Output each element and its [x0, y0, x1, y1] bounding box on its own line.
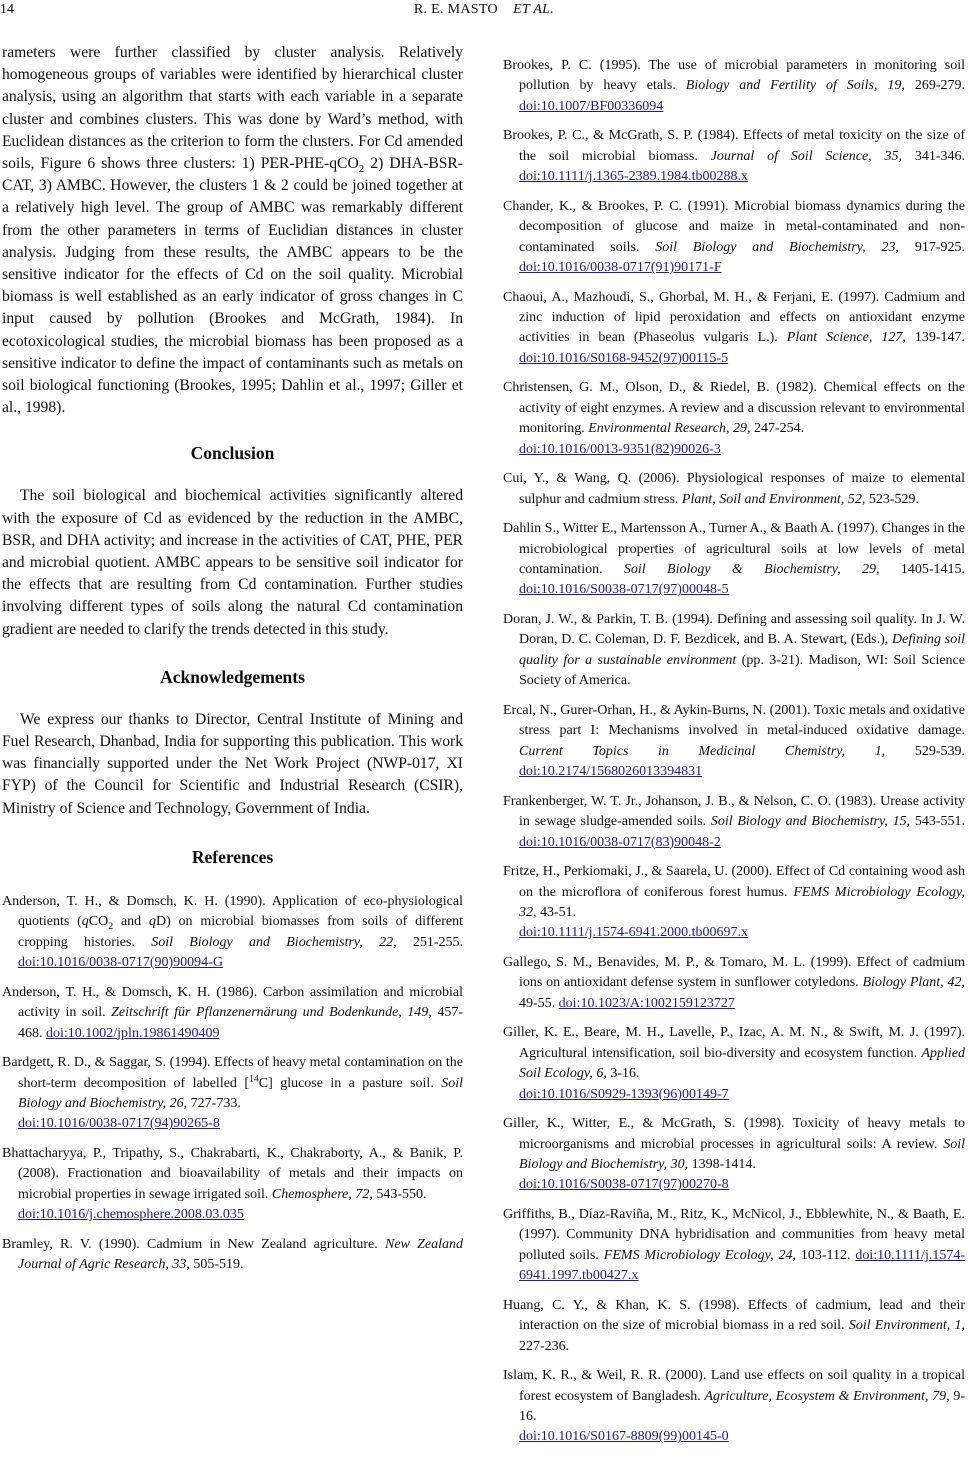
reference-journal: Biology and Fertility of Soils, 19,	[685, 78, 905, 94]
reference-entry: Giller, K., Witter, E., & McGrath, S. (1998). Toxicity of heavy metals to microorganisms and microbial processes in agricultural soils: A review. Soil Biology and Biochemistry, 30, 1398-1414. doi:10.1016/S0038-0717(97)00270-8	[503, 1116, 965, 1193]
reference-journal: Current Topics in Medicinal Chemistry, 1,	[519, 743, 886, 759]
doi-link[interactable]: doi:10.1023/A:1002159123727	[558, 995, 735, 1011]
reference-entry: Anderson, T. H., & Domsch, K. H. (1990). Application of eco-physiological quotients (qCO$_2$ and qD) on microbial biomasses from soils of different cropping histories. Soil Biology and Biochemistry, 22, 251-255. doi:10.1016/0038-0717(90)90094-G	[2, 893, 464, 971]
doi-link[interactable]: doi:10.1016/0038-0717(94)90265-8	[18, 1116, 220, 1132]
reference-entry: Griffiths, B., Díaz-Raviña, M., Ritz, K., McNicol, J., Ebblewhite, N., & Baath, E. (1997). Community DNA hybridisation and communities from heavy metal polluted soils. FEMS Microbiology Ecology, 24, 103-112. doi:10.1111/j.1574-6941.1997.tb00427.x	[503, 1206, 965, 1284]
reference-entry: Gallego, S. M., Benavides, M. P., & Tomaro, M. L. (1999). Effect of cadmium ions on antioxidant defense system in sunflower cotyledons. Biology Plant, 42, 49-55. doi:10.1023/A:1002159123727	[503, 954, 965, 1011]
reference-journal: Environmental Research, 29,	[588, 421, 751, 437]
doi-link[interactable]: doi:10.1016/0013-9351(82)90026-3	[519, 441, 721, 457]
reference-entry: Bardgett, R. D., & Saggar, S. (1994). Effects of heavy metal contamination on the short-term decomposition of labelled [$^{14}$C] glucose in a pasture soil. Soil Biology and Biochemistry, 26, 727-733. doi:10.1016/0038-0717(94)90265-8	[2, 1055, 464, 1132]
reference-journal: FEMS Microbiology Ecology, 32,	[519, 884, 965, 920]
doi-link[interactable]: doi:10.1111/j.1574-6941.1997.tb00427.x	[519, 1247, 965, 1284]
doi-link[interactable]: doi:10.1002/jpln.19861490409	[46, 1025, 220, 1041]
reference-journal: Journal of Soil Science, 35,	[710, 148, 902, 164]
doi-link[interactable]: doi:10.1016/0038-0717(83)90048-2	[519, 834, 721, 850]
reference-entry: Bramley, R. V. (1990). Cadmium in New Zealand agriculture. New Zealand Journal of Agric Research, 33, 505-519.	[2, 1236, 464, 1273]
intro-paragraph: rameters were further classified by cluster analysis. Relatively homogeneous groups of variables were identified by hierarchical cluster analysis, using an algorithm that starts with each variable in a separate cluster and combines clusters. This was done by Ward’s method, with Euclidean distances as the criterion to form the clusters. For Cd amended soils, Figure 6 shows three clusters: 1) PER-PHE-qCO$_2$ 2) DHA-BSR-CAT, 3) AMBC. However, the clusters 1 & 2 could be joined together at a relatively high level. The group of AMBC was remarkably different from the other parameters in terms of Euclidian distances in cluster analysis. Judging from these results, the AMBC appears to be the sensitive indicator for the effects of Cd on the soil quality. Microbial biomass is well established as an early indicator of gross changes in C input caused by pollution (Brookes and McGrath, 1984). In ecotoxicological studies, the microbial biomass has been proposed as a sensitive indicator to define the impact of contaminants such as metals on soil biological functioning (Brookes, 1995; Dahlin et al., 1997; Giller et al., 1998).	[2, 44, 464, 417]
doi-link[interactable]: doi:10.2174/1568026013394831	[519, 764, 703, 780]
reference-entry: Christensen, G. M., Olson, D., & Riedel, B. (1982). Chemical effects on the activity of eight enzymes. A review and a discussion relevant to environmental monitoring. Environmental Research, 29, 247-254. doi:10.1016/0013-9351(82)90026-3	[503, 380, 965, 457]
reference-entry: Chander, K., & Brookes, P. C. (1991). Microbial biomass dynamics during the decomposition of glucose and maize in metal-contaminated and non-contaminated soils. Soil Biology and Biochemistry, 23, 917-925. doi:10.1016/0038-0717(91)90171-F	[503, 198, 966, 276]
reference-journal: Plant Science, 127,	[786, 330, 906, 346]
doi-link[interactable]: doi:10.1016/S0038-0717(97)00270-8	[519, 1177, 729, 1193]
reference-journal: Agriculture, Ecosystem & Environment, 79,	[704, 1388, 950, 1404]
doi-link[interactable]: doi:10.1016/j.chemosphere.2008.03.035	[18, 1207, 244, 1223]
reference-journal: Soil Biology and Biochemistry, 22,	[151, 934, 397, 950]
left-column	[2, 42, 463, 1285]
reference-journal: Plant, Soil and Environment, 52,	[681, 491, 866, 507]
reference-entry: Brookes, P. C., & McGrath, S. P. (1984). Effects of metal toxicity on the size of the soil microbial biomass. Journal of Soil Science, 35, 341-346. doi:10.1111/j.1365-2389.1984.tb00288.x	[503, 128, 965, 185]
doi-link[interactable]: doi:10.1007/BF00336094	[519, 98, 664, 114]
reference-journal: Soil Biology and Biochemistry, 15,	[710, 814, 911, 830]
reference-journal: Soil Biology and Biochemistry, 26,	[18, 1075, 464, 1111]
reference-entry: Anderson, T. H., & Domsch, K. H. (1986). Carbon assimilation and microbial activity in soil. Zeitschrift für Pflanzenernärung und Bodenkunde, 149, 457-468. doi:10.1002/jpln.19861490409	[2, 984, 463, 1041]
reference-entry: Brookes, P. C. (1995). The use of microbial parameters in monitoring soil pollution by heavy etals. Biology and Fertility of Soils, 19, 269-279. doi:10.1007/BF00336094	[503, 58, 965, 114]
doi-link[interactable]: doi:10.1111/j.1365-2389.1984.tb00288.x	[519, 169, 749, 185]
doi-link[interactable]: doi:10.1016/S0167-8809(99)00145-0	[519, 1429, 729, 1445]
reference-entry: Giller, K. E., Beare, M. H., Lavelle, P., Izac, A. M. N., & Swift, M. J. (1997). Agricultural intensification, soil bio-diversity and ecosystem function. Applied Soil Ecology, 6, 3-16. doi:10.1016/S0929-1393(96)00149-7	[503, 1025, 965, 1102]
reference-journal: Soil Biology & Biochemistry, 29,	[623, 562, 880, 578]
doi-link[interactable]: doi:10.1111/j.1574-6941.2000.tb00697.x	[519, 925, 749, 941]
reference-journal: Soil Biology and Biochemistry, 30,	[519, 1136, 965, 1172]
right-column	[503, 56, 965, 1457]
reference-journal: Soil Environment, 1,	[848, 1318, 966, 1334]
reference-entry: Doran, J. W., & Parkin, T. B. (1994). Defining and assessing soil quality. In J. W. Doran, D. C. Coleman, D. F. Bezdicek, and B. A. Stewart, (Eds.), Defining soil quality for a sustainable environment (pp. 3-21). Madison, WI: Soil Science Society of America.	[503, 612, 965, 689]
reference-entry: Fritze, H., Perkiomaki, J., & Saarela, U. (2000). Effect of Cd containing wood ash on the microflora of coniferous forest humus. FEMS Microbiology Ecology, 32, 43-51. doi:10.1111/j.1574-6941.2000.tb00697.x	[503, 864, 965, 941]
reference-entry: Ercal, N., Gurer-Orhan, H., & Aykin-Burns, N. (2001). Toxic metals and oxidative stress part I: Mechanisms involved in metal-induced oxidative damage. Current Topics in Medicinal Chemistry, 1, 529-539. doi:10.2174/1568026013394831	[503, 702, 965, 780]
running-header	[0, 2, 968, 24]
acknowledgements-text: We express our thanks to Director, Central Institute of Mining and Fuel Research, Dhanbad, India for supporting this publication. This work was financially supported under the Net Work Project (NWP-017, XI FYP) of the Council for Scientific and Industrial Research (CSIR), Ministry of Science and Technology, Government of India.	[2, 710, 463, 817]
references-list-left	[2, 892, 463, 1276]
doi-link[interactable]: doi:10.1016/0038-0717(90)90094-G	[18, 955, 223, 971]
acknowledgements-heading: Acknowledgements	[160, 666, 305, 687]
reference-journal: New Zealand Journal of Agric Research, 33,	[18, 1236, 464, 1273]
reference-journal: Chemosphere, 72,	[271, 1186, 373, 1202]
reference-entry: Bhattacharyya, P., Tripathy, S., Chakrabarti, K., Chakraborty, A., & Banik, P. (2008). Fractionation and bioavailability of metals and their impacts on microbial properties in sewage irrigated soil. Chemosphere, 72, 543-550. doi:10.1016/j.chemosphere.2008.03.035	[2, 1145, 463, 1223]
doi-link[interactable]: doi:10.1016/S0929-1393(96)00149-7	[519, 1086, 729, 1102]
reference-journal: Zeitschrift für Pflanzenernärung und Bodenkunde, 149,	[111, 1005, 432, 1021]
conclusion-heading: Conclusion	[190, 443, 275, 464]
reference-entry: Islam, K. R., & Weil, R. R. (2000). Land use effects on soil quality in a tropical forest ecosystem of Bangladesh. Agriculture, Ecosystem & Environment, 79, 9-16. doi:10.1016/S0167-8809(99)00145-0	[503, 1368, 965, 1445]
reference-journal: FEMS Microbiology Ecology, 24,	[603, 1247, 796, 1263]
reference-entry: Cui, Y., & Wang, Q. (2006). Physiological responses of maize to elemental sulphur and cadmium stress. Plant, Soil and Environment, 52, 523-529.	[503, 471, 965, 507]
running-head	[0, 2, 968, 18]
reference-journal: Applied Soil Ecology, 6,	[519, 1045, 965, 1082]
references-list-right	[503, 56, 965, 1448]
reference-journal: Biology Plant, 42,	[862, 975, 965, 991]
reference-entry: Frankenberger, W. T. Jr., Johanson, J. B., & Nelson, C. O. (1983). Urease activity in sewage sludge-amended soils. Soil Biology and Biochemistry, 15, 543-551. doi:10.1016/0038-0717(83)90048-2	[503, 793, 965, 850]
reference-journal: Defining soil quality for a sustainable environment	[519, 632, 965, 668]
running-head-authors: R. E. MASTO	[413, 2, 498, 17]
reference-entry: Huang, C. Y., & Khan, K. S. (1998). Effects of cadmium, lead and their interaction on the size of microbial biomass in a red soil. Soil Environment, 1, 227-236.	[503, 1297, 966, 1354]
page-number: 14	[0, 2, 14, 17]
doi-link[interactable]: doi:10.1016/S0038-0717(97)00048-5	[519, 582, 729, 598]
doi-link[interactable]: doi:10.1016/0038-0717(91)90171-F	[519, 260, 722, 276]
references-heading: References	[191, 846, 274, 867]
running-head-etal: ET AL.	[513, 2, 555, 17]
reference-entry: Dahlin S., Witter E., Martensson A., Turner A., & Baath A. (1997). Changes in the microbiological properties of agricultural soils at low levels of metal contamination. Soil Biology & Biochemistry, 29, 1405-1415. doi:10.1016/S0038-0717(97)00048-5	[503, 521, 965, 598]
conclusion-text: The soil biological and biochemical activities significantly altered with the exposure of Cd as evidenced by the reduction in the AMBC, BSR, and DHA activity; and increase in the activities of CAT, PHE, PER and microbial quotient. AMBC appears to be sensitive soil indicator for the effects that are resulting from Cd contamination. Further studies involving different types of soils along the natural Cd contamination gradient are needed to clarify the trends detected in this study.	[2, 487, 463, 638]
reference-journal: Soil Biology and Biochemistry, 23,	[655, 239, 900, 255]
doi-link[interactable]: doi:10.1016/S0168-9452(97)00115-5	[519, 350, 729, 366]
reference-entry: Chaoui, A., Mazhoudi, S., Ghorbal, M. H., & Ferjani, E. (1997). Cadmium and zinc induction of lipid peroxidation and effects on antioxidant enzyme activities in bean (Phaseolus vulgaris L.). Plant Science, 127, 139-147. doi:10.1016/S0168-9452(97)00115-5	[503, 289, 965, 366]
